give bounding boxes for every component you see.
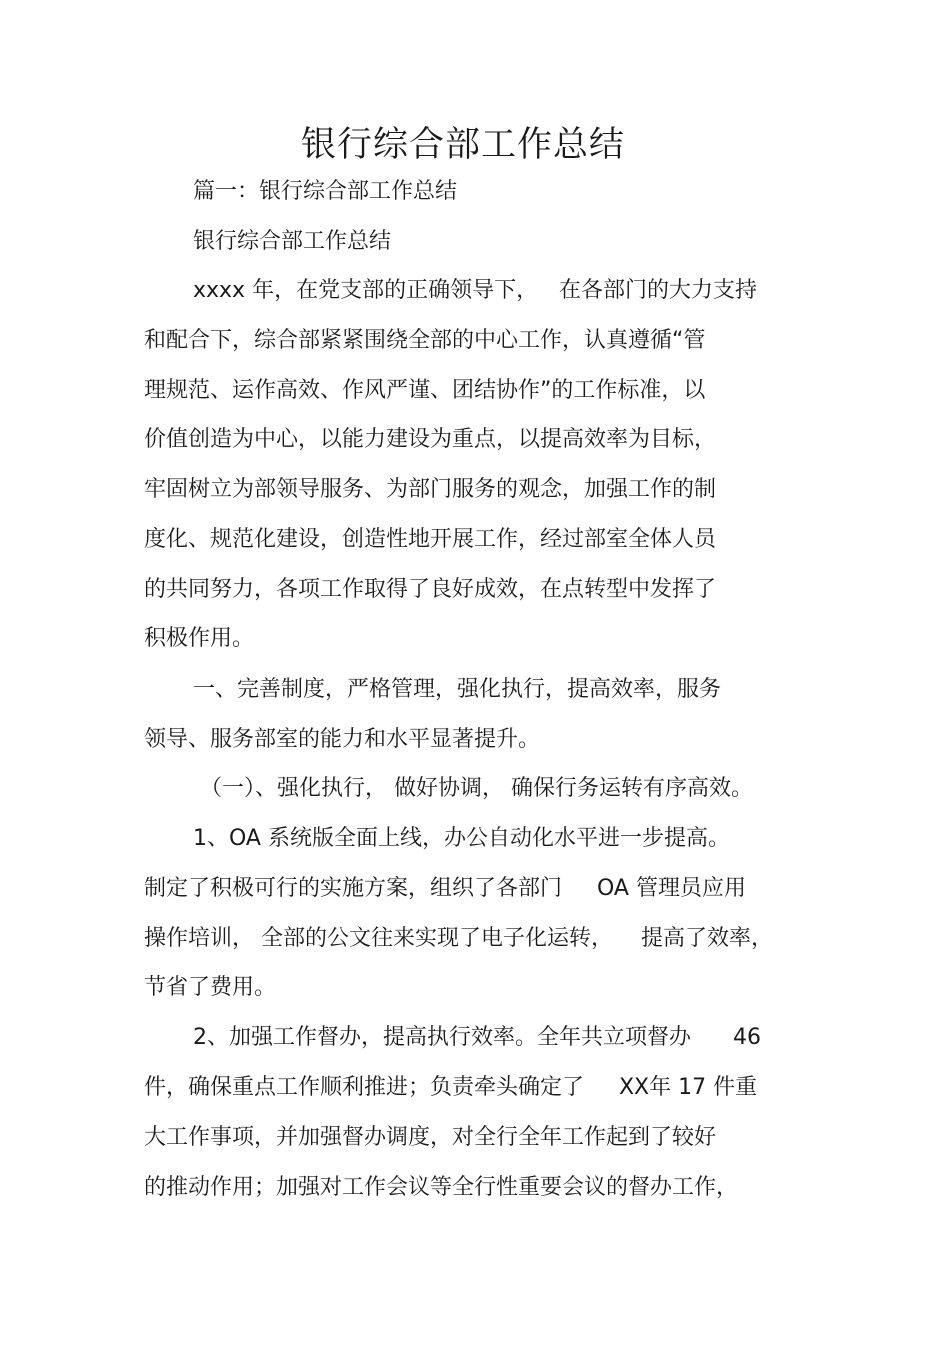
section-heading: 篇一：银行综合部工作总结 bbox=[193, 179, 458, 204]
paragraph-line: 价值创造为中心，以能力建设为重点，以提高效率为目标， bbox=[144, 427, 717, 452]
paragraph-line: 理规范、运作高效、作风严谨、团结协作”的工作标准，以 bbox=[144, 378, 706, 403]
paragraph-line: 操作培训， 全部的公文往来实现了电子化运转， 提高了效率， bbox=[144, 926, 773, 951]
subtitle-line: 银行综合部工作总结 bbox=[193, 229, 392, 254]
paragraph-line: 领导、服务部室的能力和水平显著提升。 bbox=[144, 727, 541, 752]
paragraph-line: 一、完善制度，严格管理，强化执行，提高效率，服务 bbox=[193, 677, 722, 702]
paragraph-line: 制定了积极可行的实施方案，组织了各部门 OA 管理员应用 bbox=[144, 876, 746, 901]
paragraph-line: 2、加强工作督办，提高执行效率。全年共立项督办 46 bbox=[193, 1025, 761, 1050]
paragraph-line: 节省了费用。 bbox=[144, 975, 277, 1000]
paragraph-line: 积极作用。 bbox=[144, 626, 255, 651]
paragraph-line: 的共同努力，各项工作取得了良好成效，在点转型中发挥了 bbox=[144, 577, 717, 602]
document-title: 银行综合部工作总结 bbox=[300, 125, 625, 165]
paragraph-line: 的推动作用；加强对工作会议等全行性重要会议的督办工作， bbox=[144, 1175, 739, 1200]
paragraph-line: 件，确保重点工作顺利推进；负责牵头确定了 XX年 17 件重 bbox=[144, 1075, 758, 1100]
paragraph-line: 牢固树立为部领导服务、为部门服务的观念，加强工作的制 bbox=[144, 477, 717, 502]
paragraph-line: 和配合下，综合部紧紧围绕全部的中心工作，认真遵循“管 bbox=[144, 328, 706, 353]
paragraph-line: 度化、规范化建设，创造性地开展工作，经过部室全体人员 bbox=[144, 527, 717, 552]
paragraph-line: 大工作事项，并加强督办调度，对全行全年工作起到了较好 bbox=[144, 1125, 717, 1150]
paragraph-line: 1、OA 系统版全面上线，办公自动化水平进一步提高。 bbox=[193, 826, 730, 851]
paragraph-line: xxxx 年，在党支部的正确领导下， 在各部门的大力支持 bbox=[193, 278, 758, 303]
subsection-heading: （一）、强化执行， 做好协调， 确保行务运转有序高效。 bbox=[200, 776, 753, 801]
